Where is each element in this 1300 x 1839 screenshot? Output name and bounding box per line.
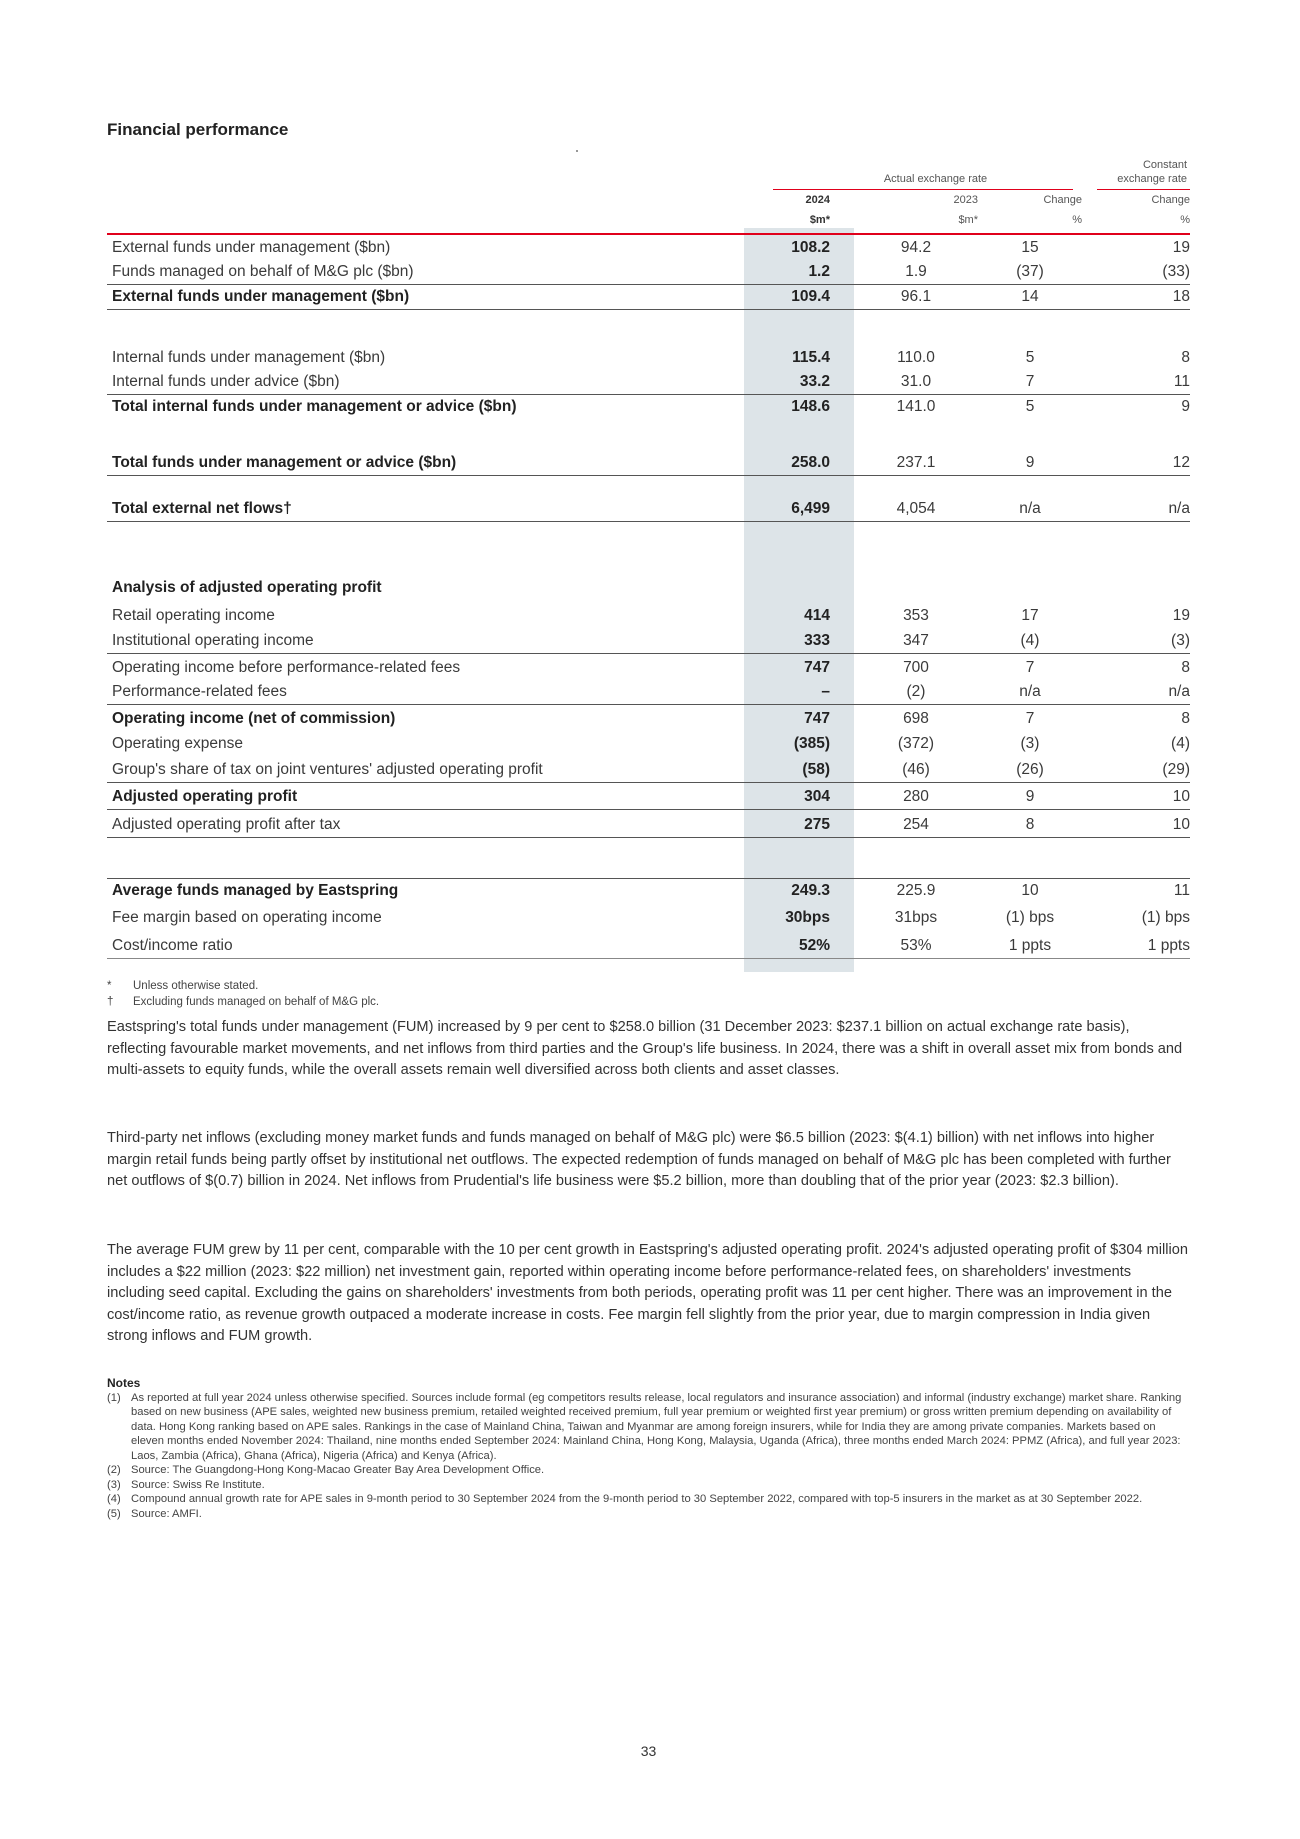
value-2023: 353 bbox=[903, 607, 929, 624]
header-rule-actual bbox=[773, 189, 1073, 190]
col-unit-change: % bbox=[1072, 214, 1082, 226]
row-label: External funds under management ($bn) bbox=[112, 288, 410, 305]
value-change: (37) bbox=[1016, 263, 1044, 280]
note-number: (1) bbox=[107, 1391, 121, 1404]
table-row bbox=[107, 813, 1190, 838]
value-change: 7 bbox=[1025, 659, 1035, 676]
value-constant-change: 10 bbox=[1172, 816, 1190, 833]
value-constant-change: 12 bbox=[1172, 454, 1190, 471]
value-constant-change: (1) bps bbox=[1141, 909, 1190, 926]
value-2024: 414 bbox=[804, 607, 830, 624]
table-row bbox=[107, 285, 1190, 310]
row-label: Total external net flows† bbox=[112, 500, 292, 517]
table-row bbox=[107, 680, 1190, 705]
value-2023: 225.9 bbox=[896, 882, 936, 899]
value-2023: 141.0 bbox=[896, 398, 936, 415]
table-row bbox=[107, 656, 1190, 680]
table-row bbox=[107, 236, 1190, 260]
stray-mark bbox=[576, 150, 578, 152]
row-label: Operating income (net of commission) bbox=[112, 710, 396, 727]
note-number: (4) bbox=[107, 1493, 121, 1505]
value-change: (1) bps bbox=[1005, 909, 1055, 926]
value-2023: 4,054 bbox=[896, 500, 936, 517]
row-label: Adjusted operating profit after tax bbox=[112, 816, 341, 833]
value-constant-change: 19 bbox=[1172, 239, 1190, 256]
value-change: 14 bbox=[1021, 288, 1039, 305]
value-change: 9 bbox=[1025, 788, 1035, 805]
value-2024: (58) bbox=[802, 761, 830, 778]
table-row bbox=[107, 878, 1190, 903]
value-change: n/a bbox=[1019, 500, 1041, 517]
section-title: Financial performance bbox=[107, 120, 289, 139]
notes-section bbox=[107, 1376, 1190, 1521]
page-number: 33 bbox=[640, 1743, 657, 1759]
row-label: Adjusted operating profit bbox=[112, 788, 298, 805]
value-2023: 110.0 bbox=[897, 349, 935, 366]
value-change: (3) bbox=[1020, 735, 1040, 752]
value-2024: 108.2 bbox=[791, 239, 830, 256]
analysis-subheading: Analysis of adjusted operating profit bbox=[112, 579, 382, 596]
col-unit-2023: $m* bbox=[958, 214, 978, 226]
value-2024: 30bps bbox=[785, 909, 830, 926]
footnote bbox=[107, 994, 379, 1010]
note-text: Source: Swiss Re Institute. bbox=[131, 1478, 265, 1491]
value-2024: 148.6 bbox=[791, 398, 830, 415]
column-header-row bbox=[107, 194, 1190, 212]
row-label: External funds under management ($bn) bbox=[112, 239, 391, 256]
table-row bbox=[107, 346, 1190, 370]
table-header bbox=[107, 154, 1190, 190]
value-change: n/a bbox=[1019, 683, 1041, 700]
col-header-constant-change: Change bbox=[1151, 194, 1190, 206]
value-constant-change: 11 bbox=[1173, 373, 1190, 390]
col-header-change: Change bbox=[1043, 194, 1082, 206]
value-2024: (385) bbox=[793, 735, 830, 752]
notes-title: Notes bbox=[107, 1376, 141, 1390]
row-label: Institutional operating income bbox=[112, 632, 314, 649]
note-item bbox=[107, 1507, 1190, 1522]
value-2023: 237.1 bbox=[896, 454, 936, 471]
note-text: Source: AMFI. bbox=[131, 1507, 202, 1520]
value-constant-change: 11 bbox=[1173, 882, 1190, 899]
value-change: 9 bbox=[1025, 454, 1035, 471]
value-change: 15 bbox=[1021, 239, 1039, 256]
value-2024: – bbox=[821, 683, 830, 700]
row-label: Operating expense bbox=[112, 735, 243, 752]
row-label: Internal funds under management ($bn) bbox=[112, 349, 386, 366]
table-row bbox=[107, 934, 1190, 959]
value-constant-change: 1 ppts bbox=[1147, 937, 1190, 954]
note-item bbox=[107, 1492, 1190, 1507]
value-constant-change: (33) bbox=[1162, 263, 1190, 280]
row-label: Total internal funds under management or advice ($bn) bbox=[112, 398, 517, 415]
value-change: 1 ppts bbox=[1008, 937, 1052, 954]
note-item bbox=[107, 1478, 1190, 1493]
table-row-net-flows bbox=[107, 497, 1190, 522]
value-constant-change: n/a bbox=[1168, 683, 1190, 700]
value-change: 5 bbox=[1025, 349, 1035, 366]
table-row bbox=[107, 707, 1190, 731]
value-constant-change: 8 bbox=[1181, 710, 1190, 727]
value-2023: (2) bbox=[906, 683, 926, 700]
note-item bbox=[107, 1391, 1190, 1464]
value-change: 17 bbox=[1021, 607, 1039, 624]
value-change: (26) bbox=[1016, 761, 1044, 778]
col-unit-2024: $m* bbox=[809, 214, 830, 226]
value-2023: 31.0 bbox=[900, 373, 932, 390]
note-number: (2) bbox=[107, 1464, 121, 1476]
value-constant-change: 10 bbox=[1172, 788, 1190, 805]
value-2024: 249.3 bbox=[791, 882, 830, 899]
value-constant-change: (4) bbox=[1171, 735, 1190, 752]
table-row bbox=[107, 395, 1190, 419]
value-constant-change: 8 bbox=[1181, 659, 1190, 676]
value-2023: 53% bbox=[900, 937, 932, 954]
row-label: Operating income before performance-related fees bbox=[112, 659, 461, 676]
current-year-column-shading bbox=[744, 228, 854, 972]
note-number: (3) bbox=[107, 1478, 121, 1491]
table-row bbox=[107, 629, 1190, 654]
value-2023: 96.1 bbox=[900, 288, 932, 305]
col-header-2023: 2023 bbox=[953, 194, 978, 206]
value-2024: 1.2 bbox=[808, 263, 830, 280]
value-2023: (46) bbox=[902, 761, 930, 778]
table-row bbox=[107, 758, 1190, 783]
table-row bbox=[107, 732, 1190, 756]
row-label: Average funds managed by Eastspring bbox=[112, 882, 399, 899]
row-label: Cost/income ratio bbox=[112, 937, 233, 954]
row-label: Retail operating income bbox=[112, 607, 275, 624]
constant-exchange-rate-header: Constant exchange rate bbox=[1117, 159, 1187, 185]
note-number: (5) bbox=[107, 1507, 121, 1520]
value-constant-change: 19 bbox=[1172, 607, 1190, 624]
value-constant-change: (3) bbox=[1171, 632, 1190, 649]
value-2023: 280 bbox=[903, 788, 929, 805]
value-2024: 6,499 bbox=[791, 500, 830, 517]
table-row bbox=[107, 370, 1190, 395]
value-2024: 33.2 bbox=[799, 373, 830, 390]
row-label: Group's share of tax on joint ventures' adjusted operating profit bbox=[112, 761, 543, 778]
value-change: 7 bbox=[1025, 373, 1035, 390]
value-constant-change: 9 bbox=[1181, 398, 1190, 415]
note-item bbox=[107, 1463, 1190, 1478]
table-row bbox=[107, 785, 1190, 810]
value-2024: 304 bbox=[804, 788, 830, 805]
value-2023: 700 bbox=[903, 659, 929, 676]
value-2023: 347 bbox=[903, 632, 929, 649]
col-header-2024: 2024 bbox=[805, 194, 830, 206]
actual-exchange-rate-header: Actual exchange rate bbox=[883, 173, 988, 185]
value-constant-change: 18 bbox=[1172, 288, 1190, 305]
row-label: Total funds under management or advice ($bn) bbox=[112, 454, 457, 471]
col-unit-constant-change: % bbox=[1180, 214, 1190, 226]
value-constant-change: n/a bbox=[1168, 500, 1190, 517]
row-label: Internal funds under advice ($bn) bbox=[112, 373, 340, 390]
table-row bbox=[107, 260, 1190, 285]
paragraph-net-inflows: Third-party net inflows (excluding money market funds and funds managed on behalf of M&G plc) were $6.5 billion (2023: $(4.1) billion) with net inflows into higher margin retail funds being partly offset by institutional net outflows. The expected redemption of funds managed on behalf of M&G plc has been completed with further net outflows of $(0.7) billion in 2024. Net inflows from Prudential's life business were $5.2 billion, more than doubling that of the prior year (2023: $2.3 billion). bbox=[107, 1130, 1171, 1189]
value-change: 8 bbox=[1025, 816, 1035, 833]
table-footnotes bbox=[107, 978, 379, 1010]
row-label: Funds managed on behalf of M&G plc ($bn) bbox=[112, 263, 414, 280]
footnote bbox=[107, 978, 379, 994]
value-2023: 1.9 bbox=[905, 263, 927, 280]
table-row bbox=[107, 604, 1190, 628]
value-2023: 94.2 bbox=[900, 239, 932, 256]
value-constant-change: 8 bbox=[1181, 349, 1190, 366]
note-text: Compound annual growth rate for APE sales in 9-month period to 30 September 2024 from the 9-month period to 30 September 2022, compared with top-5 insurers in the market as at 30 September 2022. bbox=[131, 1493, 1143, 1505]
value-change: 10 bbox=[1021, 882, 1039, 899]
row-label: Performance-related fees bbox=[112, 683, 287, 700]
paragraph-fum: Eastspring's total funds under management (FUM) increased by 9 per cent to $258.0 billion (31 December 2023: $237.1 billion on actual exchange rate basis), reflecting favourable market movements, and net inflows from third parties and the Group's life business. In 2024, there was a shift in overall asset mix from bonds and multi-assets to equity funds, while the overall assets remain well diversified across both clients and asset classes. bbox=[107, 1019, 1183, 1078]
value-change: 5 bbox=[1025, 398, 1035, 415]
header-bottom-rule bbox=[107, 233, 1190, 235]
footnote-symbol: † bbox=[107, 996, 114, 1008]
value-change: 7 bbox=[1025, 710, 1035, 727]
value-2023: (372) bbox=[897, 735, 935, 752]
value-2024: 747 bbox=[804, 710, 830, 727]
paragraph-average-fum: The average FUM grew by 11 per cent, comparable with the 10 per cent growth in Eastspring's adjusted operating profit. 2024's adjusted operating profit of $304 million includes a $22 million (2023: $22 million) net investment gain, reported within operating income before performance-related fees, on shareholders' investments including seed capital. Excluding the gains on shareholders' investments from both periods, operating profit was 11 per cent higher. There was an improvement in the cost/income ratio, as revenue growth outpaced a moderate increase in costs. Fee margin fell slightly from the prior year, due to margin compression in India given strong inflows and FUM growth. bbox=[107, 1242, 1188, 1344]
column-unit-row bbox=[107, 214, 1190, 232]
value-2024: 52% bbox=[798, 937, 830, 954]
value-2024: 333 bbox=[804, 632, 830, 649]
footnote-text: Excluding funds managed on behalf of M&G plc. bbox=[133, 996, 380, 1008]
value-2024: 115.4 bbox=[792, 349, 830, 366]
footnote-symbol: * bbox=[107, 980, 112, 992]
header-rule-constant bbox=[1097, 189, 1190, 190]
table-row bbox=[107, 906, 1190, 930]
value-2024: 109.4 bbox=[791, 288, 830, 305]
note-text: Source: The Guangdong-Hong Kong-Macao Greater Bay Area Development Office. bbox=[131, 1464, 545, 1476]
value-2024: 258.0 bbox=[791, 454, 830, 471]
value-2023: 698 bbox=[903, 710, 929, 727]
table-row-total-fum bbox=[107, 451, 1190, 476]
value-2024: 275 bbox=[804, 816, 830, 833]
value-2023: 254 bbox=[903, 816, 929, 833]
row-label: Fee margin based on operating income bbox=[112, 909, 382, 926]
footnote-text: Unless otherwise stated. bbox=[133, 980, 259, 992]
value-change: (4) bbox=[1020, 632, 1040, 649]
value-2024: 747 bbox=[804, 659, 830, 676]
note-text: As reported at full year 2024 unless otherwise specified. Sources include formal (eg competitors results release, local regulators and insurance association) and informal (industry exchange) market share. Ranking based on new business (APE sales, weighted new business premium, retailed weighted received premium, full year premium or weighted first year premium) or gross written premium depending on availability of data. Hong Kong ranking based on APE sales. Rankings in the case of Mainland China, Taiwan and Myanmar are among foreign insurers, while for India they are among private companies. Markets based on eleven months ended November 2024: Thailand, nine months ended September 2024: Mainland China, Hong Kong, Malaysia, Uganda (Africa), three months ended March 2024: PPMZ (Africa), and full year 2023: Laos, Zambia (Africa), Ghana (Africa), Nigeria (Africa) and Kenya (Africa). bbox=[131, 1391, 1182, 1462]
value-constant-change: (29) bbox=[1162, 761, 1190, 778]
value-2023: 31bps bbox=[894, 909, 938, 926]
